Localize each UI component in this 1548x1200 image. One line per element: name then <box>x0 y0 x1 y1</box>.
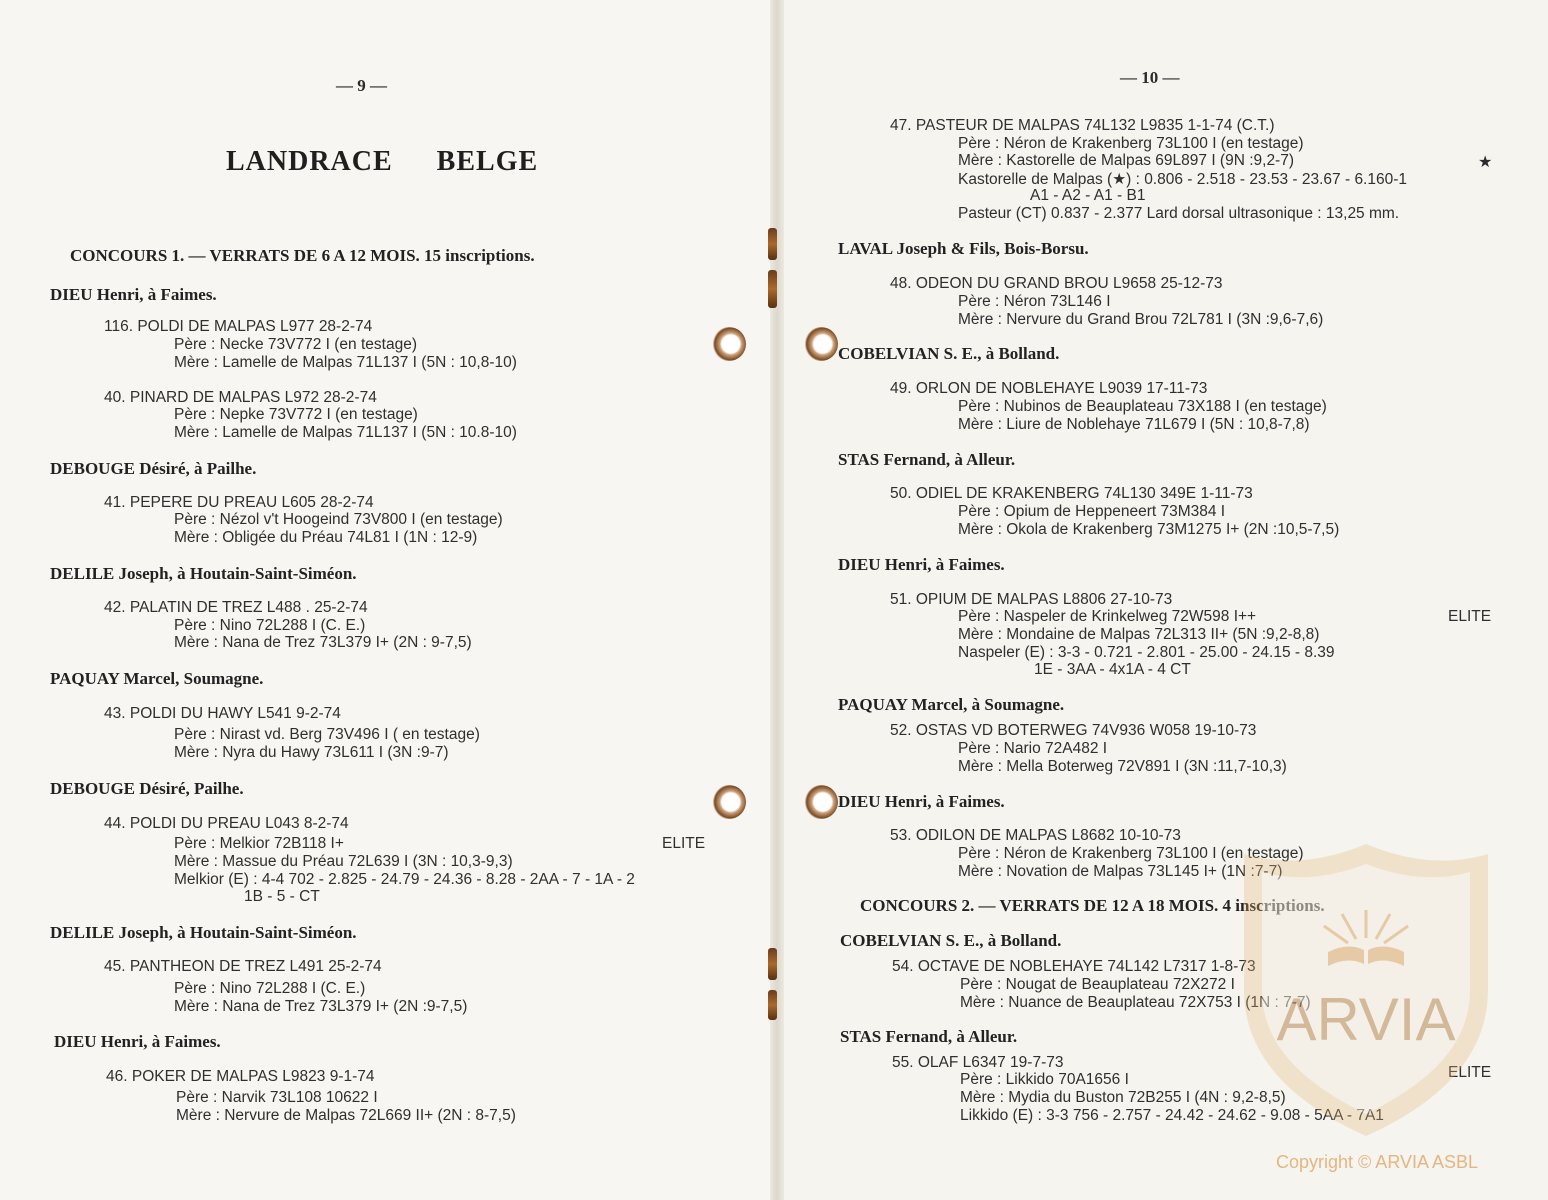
sire-line: Père : Narvik 73L108 10622 I <box>176 1089 378 1106</box>
owner-heading: PAQUAY Marcel, Soumagne. <box>50 669 264 688</box>
concours-heading: CONCOURS 2. — VERRATS DE 12 A 18 MOIS. 4 inscriptions. <box>860 896 1325 915</box>
arvia-logo-text: ARVIA <box>1276 986 1456 1053</box>
performance-line: 1B - 5 - CT <box>244 888 320 905</box>
sire-line: Père : Nepke 73V772 I (en testage) <box>174 406 418 423</box>
staple-mark <box>768 270 777 308</box>
animal-entry: 50. ODIEL DE KRAKENBERG 74L130 349E 1-11-73 <box>890 485 1253 502</box>
dam-line: Mère : Massue du Préau 72L639 I (3N : 10,3-9,3) <box>174 853 513 870</box>
dam-line: Mère : Novation de Malpas 73L145 I+ (1N :7-7) <box>958 863 1283 880</box>
owner-heading: COBELVIAN S. E., à Bolland. <box>840 931 1062 950</box>
book-gutter <box>770 0 784 1200</box>
animal-entry: 55. OLAF L6347 19-7-73 <box>892 1054 1064 1071</box>
dam-line: Mère : Nervure de Malpas 72L669 II+ (2N : 8-7,5) <box>176 1107 516 1124</box>
sire-line: Père : Likkido 70A1656 I <box>960 1071 1129 1088</box>
owner-heading: DIEU Henri, à Faimes. <box>50 285 217 304</box>
animal-entry: 48. ODEON DU GRAND BROU L9658 25-12-73 <box>890 275 1223 292</box>
animal-entry: 47. PASTEUR DE MALPAS 74L132 L9835 1-1-74 (C.T.) <box>890 117 1275 134</box>
performance-line: Melkior (E) : 4-4 702 - 2.825 - 24.79 - 24.36 - 8.28 - 2AA - 7 - 1A - 2 <box>174 871 635 888</box>
owner-heading: DELILE Joseph, à Houtain-Saint-Siméon. <box>50 564 357 583</box>
dam-line: Mère : Mondaine de Malpas 72L313 II+ (5N :9,2-8,8) <box>958 626 1320 643</box>
owner-heading: PAQUAY Marcel, à Soumagne. <box>838 695 1065 714</box>
animal-entry: 46. POKER DE MALPAS L9823 9-1-74 <box>106 1068 375 1085</box>
sire-line: Père : Nubinos de Beauplateau 73X188 I (en testage) <box>958 398 1327 415</box>
owner-heading: DEBOUGE Désiré, à Pailhe. <box>50 459 257 478</box>
sire-line: Père : Opium de Heppeneert 73M384 I <box>958 503 1226 520</box>
dam-line: Mère : Okola de Krakenberg 73M1275 I+ (2N :10,5-7,5) <box>958 521 1340 538</box>
dam-line: Mère : Obligée du Préau 74L81 I (1N : 12-9) <box>174 529 478 546</box>
animal-entry: 49. ORLON DE NOBLEHAYE L9039 17-11-73 <box>890 380 1208 397</box>
dam-line: Mère : Lamelle de Malpas 71L137 I (5N : 10.8-10) <box>174 424 517 441</box>
dam-line: Mère : Mella Boterweg 72V891 I (3N :11,7-10,3) <box>958 758 1287 775</box>
dam-line: Mère : Lamelle de Malpas 71L137 I (5N : 10,8-10) <box>174 354 517 371</box>
sire-line: Père : Nougat de Beauplateau 72X272 I <box>960 976 1235 993</box>
staple-mark <box>768 948 777 980</box>
owner-heading: COBELVIAN S. E., à Bolland. <box>838 344 1060 363</box>
owner-heading: DIEU Henri, à Faimes. <box>838 792 1005 811</box>
animal-entry: 41. PEPERE DU PREAU L605 28-2-74 <box>104 494 374 511</box>
page-number: — 9 — <box>336 76 387 95</box>
animal-entry: 116. POLDI DE MALPAS L977 28-2-74 <box>104 318 373 335</box>
sire-line: Père : Necke 73V772 I (en testage) <box>174 336 417 353</box>
sire-line: Père : Melkior 72B118 I+ <box>174 835 344 852</box>
sire-line: Père : Nirast vd. Berg 73V496 I ( en testage) <box>174 726 480 743</box>
owner-heading: DIEU Henri, à Faimes. <box>838 555 1005 574</box>
dam-line: Mère : Liure de Noblehaye 71L679 I (5N : 10,8-7,8) <box>958 416 1310 433</box>
dam-line: Mère : Nyra du Hawy 73L611 I (3N :9-7) <box>174 744 449 761</box>
copyright-notice: Copyright © ARVIA ASBL <box>1276 1152 1479 1172</box>
performance-line: Pasteur (CT) 0.837 - 2.377 Lard dorsal ultrasonique : 13,25 mm. <box>958 205 1400 222</box>
dam-line: Mère : Kastorelle de Malpas 69L897 I (9N :9,2-7) <box>958 152 1295 169</box>
star-icon: ★ <box>1478 154 1493 171</box>
animal-entry: 45. PANTHEON DE TREZ L491 25-2-74 <box>104 958 382 975</box>
punch-hole <box>712 327 746 361</box>
elite-label: ELITE <box>1448 608 1492 625</box>
performance-line: A1 - A2 - A1 - B1 <box>1030 187 1146 204</box>
animal-entry: 43. POLDI DU HAWY L541 9-2-74 <box>104 705 341 722</box>
animal-entry: 53. ODILON DE MALPAS L8682 10-10-73 <box>890 827 1181 844</box>
dam-line: Mère : Nana de Trez 73L379 I+ (2N :9-7,5) <box>174 998 468 1015</box>
arvia-shield-watermark <box>1238 840 1494 1140</box>
staple-mark <box>768 228 777 260</box>
owner-heading: STAS Fernand, à Alleur. <box>838 450 1016 469</box>
concours-heading: CONCOURS 1. — VERRATS DE 6 A 12 MOIS. 15 inscriptions. <box>70 246 535 265</box>
document-title: LANDRACE BELGE <box>226 146 539 177</box>
owner-heading: LAVAL Joseph & Fils, Bois-Borsu. <box>838 239 1089 258</box>
dam-line: Mère : Nervure du Grand Brou 72L781 I (3N :9,6-7,6) <box>958 311 1324 328</box>
sire-line: Père : Nino 72L288 I (C. E.) <box>174 617 366 634</box>
animal-entry: 44. POLDI DU PREAU L043 8-2-74 <box>104 815 349 832</box>
performance-line: Likkido (E) : 3-3 756 - 2.757 - 24.42 - 24.62 - 9.08 - 5AA - 7A1 <box>960 1107 1384 1124</box>
animal-entry: 40. PINARD DE MALPAS L972 28-2-74 <box>104 389 377 406</box>
punch-hole <box>804 327 838 361</box>
animal-entry: 52. OSTAS VD BOTERWEG 74V936 W058 19-10-73 <box>890 722 1257 739</box>
owner-heading: DELILE Joseph, à Houtain-Saint-Siméon. <box>50 923 357 942</box>
owner-heading: DEBOUGE Désiré, Pailhe. <box>50 779 244 798</box>
performance-line: 1E - 3AA - 4x1A - 4 CT <box>1034 661 1191 678</box>
sire-line: Père : Naspeler de Krinkelweg 72W598 I++ <box>958 608 1257 625</box>
animal-entry: 42. PALATIN DE TREZ L488 . 25-2-74 <box>104 599 368 616</box>
animal-entry: 51. OPIUM DE MALPAS L8806 27-10-73 <box>890 591 1173 608</box>
animal-entry: 54. OCTAVE DE NOBLEHAYE 74L142 L7317 1-8-73 <box>892 958 1256 975</box>
sire-line: Père : Nino 72L288 I (C. E.) <box>174 980 366 997</box>
dam-line: Mère : Nana de Trez 73L379 I+ (2N : 9-7,5) <box>174 634 472 651</box>
sire-line: Père : Nézol v't Hoogeind 73V800 I (en testage) <box>174 511 503 528</box>
owner-heading: STAS Fernand, à Alleur. <box>840 1027 1018 1046</box>
sire-line: Père : Néron 73L146 I <box>958 293 1111 310</box>
staple-mark <box>768 990 777 1020</box>
page-number: — 10 — <box>1120 68 1180 87</box>
dam-line: Mère : Mydia du Buston 72B255 I (4N : 9,2-8,5) <box>960 1089 1286 1106</box>
dam-line: Mère : Nuance de Beauplateau 72X753 I (1N : 7-7) <box>960 994 1311 1011</box>
owner-heading: DIEU Henri, à Faimes. <box>54 1032 221 1051</box>
performance-line: Naspeler (E) : 3-3 - 0.721 - 2.801 - 25.00 - 24.15 - 8.39 <box>958 644 1335 661</box>
punch-hole <box>712 785 746 819</box>
sire-line: Père : Néron de Krakenberg 73L100 I (en testage) <box>958 135 1304 152</box>
sire-line: Père : Néron de Krakenberg 73L100 I (en testage) <box>958 845 1304 862</box>
sire-line: Père : Nario 72A482 I <box>958 740 1108 757</box>
elite-label: ELITE <box>1448 1064 1492 1081</box>
punch-hole <box>804 785 838 819</box>
elite-label: ELITE <box>662 835 706 852</box>
performance-line: Kastorelle de Malpas (★) : 0.806 - 2.518 - 23.53 - 23.67 - 6.160-1 <box>958 171 1408 188</box>
